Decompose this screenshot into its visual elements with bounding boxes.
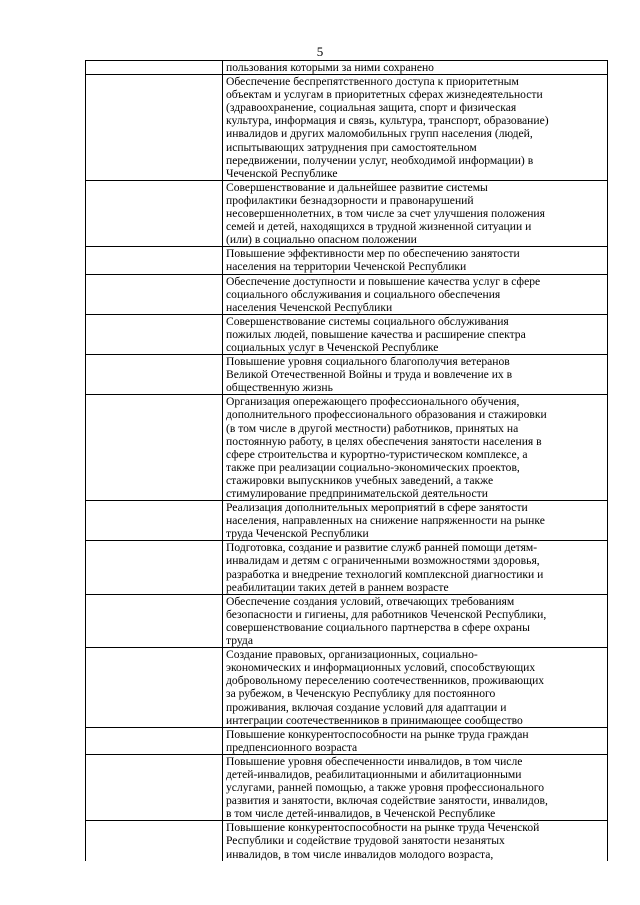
cell-text-line: общественную жизнь <box>226 381 333 395</box>
empty-left-cell <box>86 247 223 274</box>
cell-text-line: населения, направленных на снижение напряженности на рынке <box>226 514 545 528</box>
empty-left-cell <box>86 648 223 728</box>
objective-cell <box>223 180 608 246</box>
cell-text-line: стимулирование предпринимательской деятельности <box>226 487 488 500</box>
cell-text-line: инвалидов и других маломобильных групп населения (людей, <box>226 127 533 141</box>
cell-text-line: безопасности и гигиены, для работников Чеченской Республики, <box>226 607 547 621</box>
cell-text-line: Обеспечение доступности и повышение качества услуг в сфере <box>226 274 541 288</box>
objective-cell <box>223 541 608 594</box>
empty-left-cell <box>86 727 223 754</box>
objective-cell <box>223 247 608 274</box>
table-row <box>86 355 608 395</box>
empty-left-cell <box>86 180 223 246</box>
cell-text-line: пользования которыми за ними сохранено <box>226 61 434 74</box>
cell-text-line: разработка и внедрение технологий комплексной диагностики и <box>226 567 544 581</box>
table-row <box>86 594 608 647</box>
cell-text-line: (или) в социально опасном положении <box>226 233 417 247</box>
empty-left-cell <box>86 754 223 820</box>
table-row <box>86 648 608 728</box>
empty-left-cell <box>86 821 223 861</box>
cell-text-line: (здравоохранение, социальная защита, спорт и физическая <box>226 101 517 115</box>
cell-text-line: испытывающих затруднения при самостоятельном <box>226 140 477 154</box>
cell-text-line: Совершенствование системы социального обслуживания <box>226 314 509 328</box>
cell-text-line: семей и детей, находящихся в трудной жизненной ситуации и <box>226 220 532 234</box>
cell-text-line: социального обслуживания и социального обеспечения <box>226 287 501 301</box>
cell-text-line: населения Чеченской Республики <box>226 300 393 314</box>
cell-text-line: проживания, включая создание условий для адаптации и <box>226 700 507 714</box>
cell-text-line: Повышение конкурентоспособности на рынке труда Чеченской <box>226 821 540 835</box>
cell-text-line: дополнительного профессионального образования и стажировки <box>226 408 547 422</box>
objective-cell <box>223 648 608 728</box>
cell-text-line: Реализация дополнительных мероприятий в сфере занятости <box>226 501 528 515</box>
objective-cell <box>223 355 608 395</box>
objective-cell <box>223 501 608 541</box>
objectives-table <box>85 60 608 861</box>
cell-text-line: инвалидов, в том числе инвалидов молодого возраста, <box>226 847 494 861</box>
empty-left-cell <box>86 61 223 75</box>
cell-text-line: передвижении, получении услуг, необходимой информации) в <box>226 153 534 167</box>
cell-text-line: за рубежом, в Чеченскую Республику для постоянного <box>226 687 496 701</box>
empty-left-cell <box>86 594 223 647</box>
cell-text-line: детей-инвалидов, реабилитационными и абилитационными <box>226 767 522 781</box>
empty-left-cell <box>86 355 223 395</box>
cell-text-line: пожилых людей, повышение качества и расширение спектра <box>226 327 526 341</box>
objective-cell <box>223 727 608 754</box>
objective-cell <box>223 75 608 181</box>
cell-text-line: также при реализации социально-экономических проектов, <box>226 460 520 474</box>
table-row <box>86 501 608 541</box>
cell-text-line: услугами, ранней помощью, а также уровня профессионального <box>226 781 545 795</box>
cell-text-line: инвалидам и детям с ограниченными возможностями здоровья, <box>226 554 540 568</box>
cell-text-line: постоянную работу, в целях обеспечения занятости населения в <box>226 434 542 448</box>
cell-text-line: Великой Отечественной Войны и труда и вовлечение их в <box>226 368 513 382</box>
objective-cell <box>223 314 608 354</box>
table-row <box>86 180 608 246</box>
cell-text-line: Повышение конкурентоспособности на рынке труда граждан <box>226 727 529 741</box>
table-row <box>86 75 608 181</box>
table-row <box>86 274 608 314</box>
objective-cell <box>223 754 608 820</box>
cell-text-line: в том числе детей-инвалидов, в Чеченской Республике <box>226 807 496 821</box>
page-number: 5 <box>316 44 324 59</box>
cell-text-line: (в том числе в другой местности) работников, принятых на <box>226 421 519 435</box>
table-row <box>86 247 608 274</box>
table-body <box>86 61 608 861</box>
table-row <box>86 821 608 861</box>
table-row <box>86 314 608 354</box>
table-row <box>86 61 608 75</box>
cell-text-line: культура, информация и связь, культура, транспорт, образование) <box>226 114 549 128</box>
cell-text-line: Повышение уровня социального благополучия ветеранов <box>226 355 510 369</box>
cell-text-line: экономических и информационных условий, способствующих <box>226 661 536 675</box>
table-row <box>86 754 608 820</box>
cell-text-line: интеграции соотечественников в принимающее сообщество <box>226 713 523 727</box>
table-row <box>86 395 608 501</box>
cell-text-line: социальных услуг в Чеченской Республике <box>226 340 439 354</box>
cell-text-line: сфере строительства и курортно-туристическом комплексе, а <box>226 447 528 461</box>
cell-text-line: реабилитации таких детей в раннем возрасте <box>226 580 449 594</box>
objective-cell <box>223 821 608 861</box>
empty-left-cell <box>86 541 223 594</box>
table-row <box>86 727 608 754</box>
cell-text-line: развития и занятости, включая содействие занятости, инвалидов, <box>226 794 548 808</box>
cell-text-line: профилактики безнадзорности и правонарушений <box>226 193 474 207</box>
objective-cell <box>223 395 608 501</box>
empty-left-cell <box>86 274 223 314</box>
cell-text-line: Обеспечение беспрепятственного доступа к приоритетным <box>226 75 519 89</box>
cell-text-line: предпенсионного возраста <box>226 740 358 754</box>
cell-text-line: Республики и содействие трудовой занятости незанятых <box>226 834 505 848</box>
cell-text-line: Подготовка, создание и развитие служб ранней помощи детям- <box>226 541 538 555</box>
cell-text-line: Создание правовых, организационных, социально- <box>226 648 478 662</box>
cell-text-line: населения на территории Чеченской Республики <box>226 260 467 274</box>
objective-cell <box>223 594 608 647</box>
empty-left-cell <box>86 395 223 501</box>
cell-text-line: Повышение эффективности мер по обеспечению занятости <box>226 247 520 261</box>
cell-text-line: совершенствование социального партнерства в сфере охраны <box>226 620 530 634</box>
cell-text-line: труда Чеченской Республики <box>226 527 369 541</box>
cell-text-line: Организация опережающего профессионального обучения, <box>226 395 520 409</box>
cell-text-line: несовершеннолетних, в том числе за счет улучшения положения <box>226 207 545 221</box>
empty-left-cell <box>86 501 223 541</box>
cell-text-line: Чеченской Республике <box>226 166 338 180</box>
cell-text-line: добровольному переселению соотечественников, проживающих <box>226 674 545 688</box>
cell-text-line: труда <box>226 634 253 648</box>
cell-text-line: стажировки выпускников учебных заведений, а также <box>226 473 494 487</box>
objective-cell <box>223 61 608 75</box>
empty-left-cell <box>86 75 223 181</box>
cell-text-line: Повышение уровня обеспеченности инвалидов, в том числе <box>226 754 523 768</box>
objective-cell <box>223 274 608 314</box>
table-row <box>86 541 608 594</box>
empty-left-cell <box>86 314 223 354</box>
cell-text-line: Обеспечение создания условий, отвечающих требованиям <box>226 594 515 608</box>
cell-text-line: объектам и услугам в приоритетных сферах жизнедеятельности <box>226 88 543 102</box>
cell-text-line: Совершенствование и дальнейшее развитие системы <box>226 180 488 194</box>
